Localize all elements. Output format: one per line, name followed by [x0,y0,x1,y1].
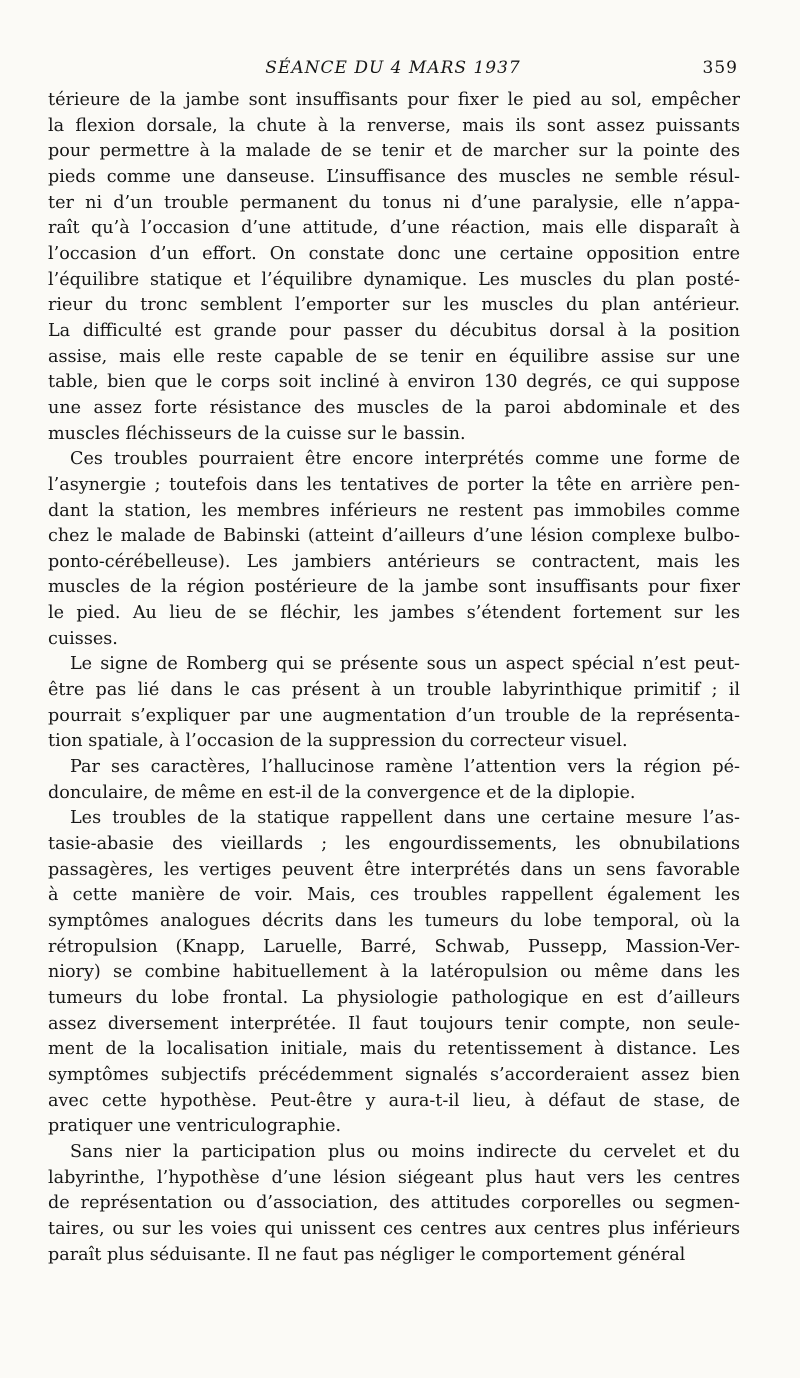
text-line: chez le malade de Babinski (atteint d’ailleurs d’une lésion complexe bulbo- [48,526,740,547]
text-line: rétropulsion (Knapp, Laruelle, Barré, Schwab, Pussepp, Massion-Ver- [48,936,740,957]
text-line: une assez forte résistance des muscles de la paroi abdominale et des [48,397,740,418]
text-line: muscles fléchisseurs de la cuisse sur le bassin. [48,423,466,444]
text-line: Le signe de Romberg qui se présente sous un aspect spécial n’est peut- [70,654,740,675]
text-line: symptômes analogues décrits dans les tumeurs du lobe temporal, où la [48,911,740,931]
text-line: l’asynergie ; toutefois dans les tentatives de porter la tête en arrière pen- [48,474,740,495]
paragraph [48,806,740,1140]
paragraph [48,652,740,755]
text-line: Les troubles de la statique rappellent dans une certaine mesure l’as- [70,808,740,829]
paragraph [48,755,740,806]
text-line: ment de la localisation initiale, mais du retentissement à distance. Les [48,1039,740,1060]
body-text [48,88,740,1268]
text-line: l’équilibre statique et l’équilibre dynamique. Les muscles du plan posté- [48,269,740,290]
text-line: assez diversement interprétée. Il faut toujours tenir compte, non seule- [48,1013,740,1034]
text-line: labyrinthe, l’hypothèse d’une lésion siégeant plus haut vers les centres [48,1167,740,1188]
text-line: pourrait s’expliquer par une augmentation d’un trouble de la représenta- [48,705,740,726]
text-line: Ces troubles pourraient être encore interprétés comme une forme de [70,449,740,470]
text-line: Par ses caractères, l’hallucinose ramène l’attention vers la région pé- [70,757,740,778]
text-line: taires, ou sur les voies qui unissent ces centres aux centres plus inférieurs [48,1218,740,1239]
text-line: Sans nier la participation plus ou moins indirecte du cervelet et du [70,1141,740,1162]
text-line: paraît plus séduisante. Il ne faut pas négliger le comportement général [48,1244,686,1265]
text-line: muscles de la région postérieure de la jambe sont insuffisants pour fixer [48,577,740,598]
text-line: dant la station, les membres inférieurs ne restent pas immobiles comme [48,500,740,521]
running-title: SÉANCE DU 4 MARS 1937 [265,58,521,78]
text-line: donculaire, de même en est-il de la convergence et de la diplopie. [48,782,636,803]
text-line: à cette manière de voir. Mais, ces troubles rappellent également les [48,885,740,906]
text-line: raît qu’à l’occasion d’une attitude, d’une réaction, mais elle disparaît à [48,218,740,239]
text-line: le pied. Au lieu de se fléchir, les jambes s’étendent fortement sur les [48,603,740,624]
text-line: de représentation ou d’association, des attitudes corporelles ou segmen- [48,1193,740,1214]
text-line: assise, mais elle reste capable de se tenir en équilibre assise sur une [48,346,740,367]
text-line: ter ni d’un trouble permanent du tonus ni d’une paralysie, elle n’appa- [48,192,740,213]
text-line: tasie-abasie des vieillards ; les engourdissements, les obnubilations [48,834,740,855]
text-line: tumeurs du lobe frontal. La physiologie pathologique en est d’ailleurs [48,987,740,1008]
text-line: La difficulté est grande pour passer du décubitus dorsal à la position [48,320,740,341]
page-header [48,58,738,82]
text-line: rieur du tronc semblent l’emporter sur les muscles du plan antérieur. [48,295,740,316]
text-line: térieure de la jambe sont insuffisants pour fixer le pied au sol, empêcher [48,90,740,110]
text-line: passagères, les vertiges peuvent être interprétés dans un sens favorable [48,859,740,880]
text-line: pour permettre à la malade de se tenir et de marcher sur la pointe des [48,141,740,162]
text-line: être pas lié dans le cas présent à un trouble labyrinthique primitif ; il [48,680,740,701]
text-line: avec cette hypothèse. Peut-être y aura-t-il lieu, à défaut de stase, de [48,1090,740,1111]
text-line: l’occasion d’un effort. On constate donc une certaine opposition entre [48,243,740,264]
text-line: table, bien que le corps soit incliné à environ 130 degrés, ce qui suppose [48,372,740,393]
text-line: pieds comme une danseuse. L’insuffisance des muscles ne semble résul- [48,166,740,187]
paragraph [48,447,740,652]
text-line: ponto-cérébelleuse). Les jambiers antérieurs se contractent, mais les [48,551,740,572]
text-line: cuisses. [48,628,118,649]
text-line: la flexion dorsale, la chute à la renverse, mais ils sont assez puissants [48,115,740,136]
text-line: niory) se combine habituellement à la latéropulsion ou même dans les [48,962,740,983]
paragraph [48,88,740,447]
text-line: tion spatiale, à l’occasion de la suppression du correcteur visuel. [48,731,628,752]
paragraph [48,1140,740,1268]
text-line: symptômes subjectifs précédemment signalés s’accorderaient assez bien [48,1064,740,1085]
text-line: pratiquer une ventriculographie. [48,1116,342,1137]
page-number: 359 [702,58,738,78]
